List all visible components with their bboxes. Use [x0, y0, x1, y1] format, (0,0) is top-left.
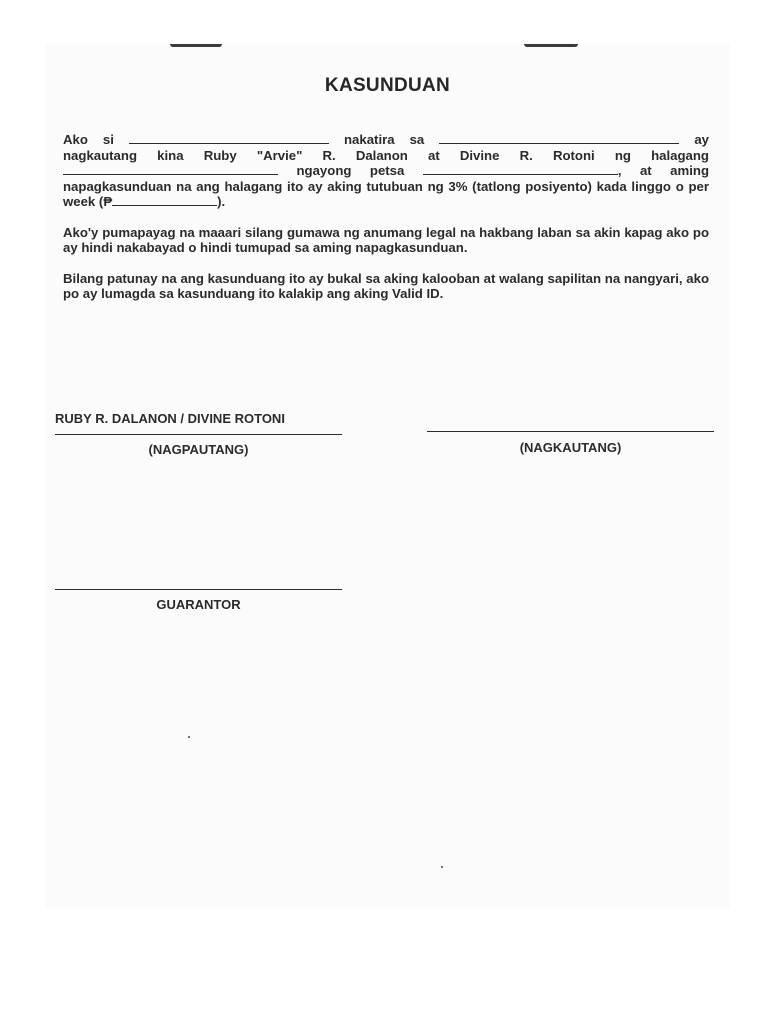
agreement-body [63, 132, 709, 317]
lender-names: RUBY R. DALANON / DIVINE ROTONI [55, 411, 285, 426]
weekly-amount-blank[interactable] [112, 194, 217, 206]
p1-text-3: ay nagkautang kina Ruby "Arvie" R. Dalanon at Divine R. Rotoni ng halagang [63, 132, 710, 163]
lender-role: (NAGPAUTANG) [148, 442, 249, 457]
guarantor-signature-line [55, 589, 342, 590]
p1-text-1: Ako si [63, 132, 114, 147]
lender-signature-line [55, 434, 342, 435]
p1-text-2: nakatira sa [344, 132, 425, 147]
borrower-role: (NAGKAUTANG) [519, 440, 622, 455]
document-page [46, 44, 729, 908]
name-blank[interactable] [129, 132, 329, 144]
address-blank[interactable] [439, 132, 679, 144]
p1-text-4: ngayong petsa [296, 163, 405, 178]
borrower-signature-line [427, 431, 714, 432]
paragraph-2: Ako'y pumapayag na maaari silang gumawa ng anumang legal na hakbang laban sa akin kapag ako po ay hindi nakabayad o hindi tumupad sa aming napagkasunduan. [63, 224, 709, 255]
speck-mark [188, 736, 190, 738]
paragraph-3: Bilang patunay na ang kasunduang ito ay bukal sa aking kalooban at walang sapilitan na nangyari, ako po ay lumagda sa kasunduang ito kalakip ang aking Valid ID. [63, 270, 709, 301]
document-title: KASUNDUAN [324, 75, 451, 96]
clipboard-clip-left [170, 44, 222, 47]
guarantor-role: GUARANTOR [156, 597, 241, 612]
p1-text-5: , at aming napagkasunduan na ang halagang ito ay aking tutubuan ng 3% (tatlong posiyento) kada linggo o per week (₱ [63, 163, 710, 209]
clipboard-clip-right [524, 44, 578, 47]
amount-blank[interactable] [63, 163, 278, 175]
p1-text-6: ). [217, 194, 226, 209]
speck-mark [441, 866, 443, 868]
date-blank[interactable] [423, 163, 618, 175]
paragraph-1 [63, 132, 709, 210]
